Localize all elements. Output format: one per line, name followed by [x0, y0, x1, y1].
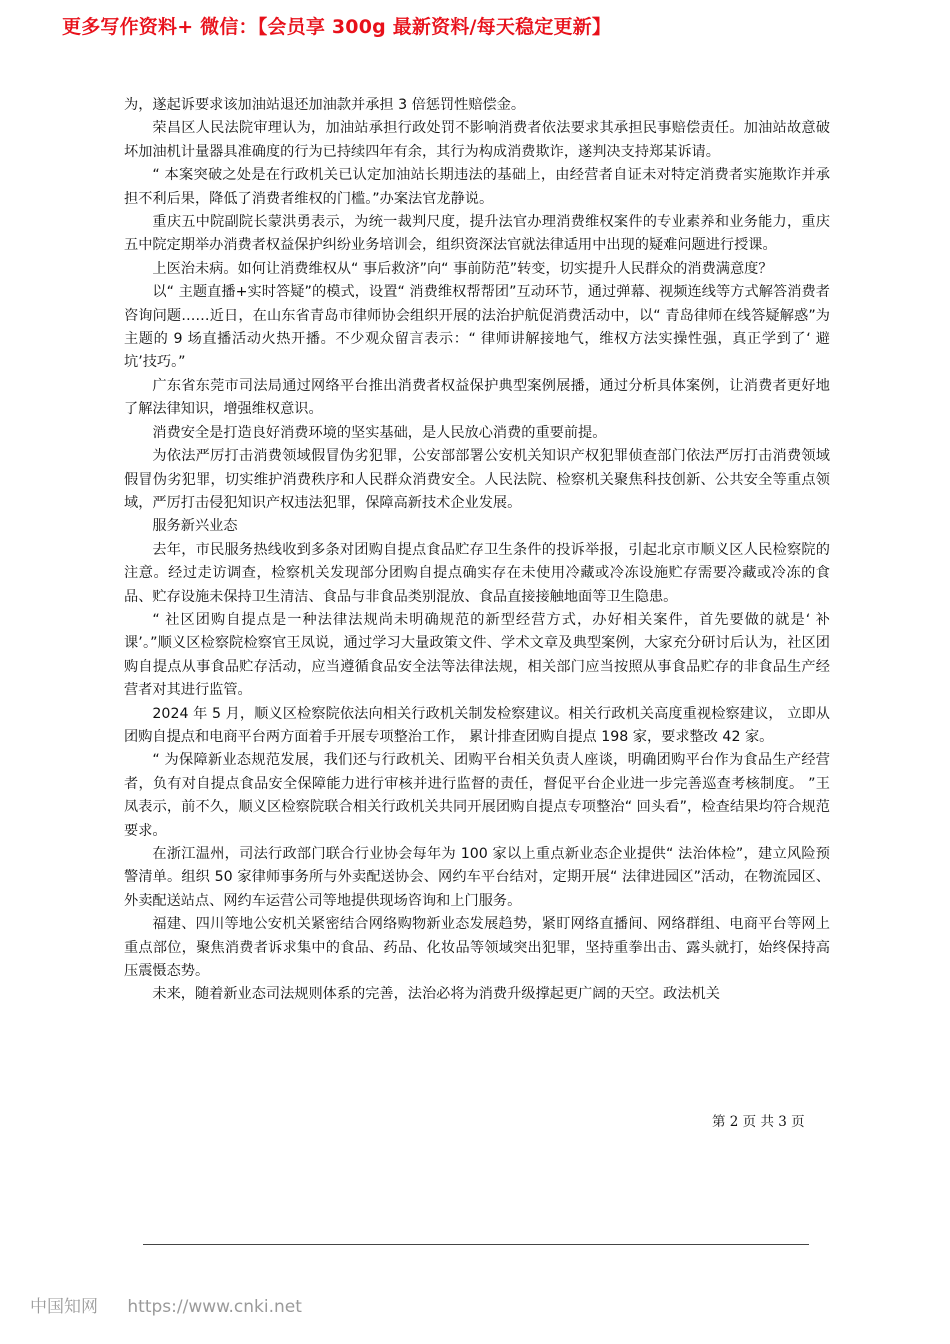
paragraph: “ 为保障新业态规范发展，我们还与行政机关、团购平台相关负责人座谈，明确团购平台作为食品生产经营者，负有对自提点食品安全保障能力进行审核并进行监督的责任，督促平台企业进一步完善巡查考核制度。 ”王凤表示，前不久，顺义区检察院联合相关行政机关共同开展团购自提点专项整治“ 回头看”，检查结果均符合规范要求。 [124, 752, 830, 839]
paragraph: 上医治未病。如何让消费维权从“ 事后救济”向“ 事前防范”转变，切实提升人民群众的消费满意度？ [152, 260, 773, 277]
paragraph: 福建、四川等地公安机关紧密结合网络购物新业态发展趋势，紧盯网络直播间、网络群组、电商平台等网上重点部位，聚焦消费者诉求集中的食品、药品、化妆品等领域突出犯罪，坚持重拳出击、露头就打，始终保持高压震慑态势。 [124, 916, 830, 980]
paragraph: 未来，随着新业态司法规则体系的完善，法治必将为消费升级撑起更广阔的天空。政法机关 [152, 986, 720, 1003]
promo-banner[interactable]: 更多写作资料+ 微信：【会员享 300g 最新资料/每天稳定更新】 [62, 16, 612, 38]
paragraph-continuation: 为，遂起诉要求该加油站退还加油款并承担 3 倍惩罚性赔偿金。 [124, 97, 526, 113]
paragraph: 2024 年 5 月，顺义区检察院依法向相关行政机关制发检察建议。相关行政机关高度重视检察建议， 立即从团购自提点和电商平台两方面着手开展专项整治工作， 累计排查团购自提点 198 家，要求整改 42 家。 [124, 705, 830, 745]
paragraph: 广东省东莞市司法局通过网络平台推出消费者权益保护典型案例展播，通过分析具体案例，让消费者更好地了解法律知识，增强维权意识。 [124, 377, 830, 418]
watermark-url: https://www.cnki.net [127, 1297, 302, 1317]
watermark-name: 中国知网 [30, 1297, 98, 1317]
article-body [124, 94, 830, 1007]
section-heading: 服务新兴业态 [152, 518, 238, 535]
paragraph: 去年，市民服务热线收到多条对团购自提点食品贮存卫生条件的投诉举报，引起北京市顺义区人民检察院的注意。经过走访调查，检察机关发现部分团购自提点确实存在未使用冷藏或冷冻设施贮存需要冷藏或冷冻的食品、贮存设施未保持卫生清洁、食品与非食品类别混放、食品直接接触地面等卫生隐患。 [124, 541, 830, 605]
paragraph: “ 社区团购自提点是一种法律法规尚未明确规范的新型经营方式，办好相关案件，首先要做的就是‘ 补课’。”顺义区检察院检察官王凤说，通过学习大量政策文件、学术文章及典型案例，大家充分研讨后认为，社区团购自提点从事食品贮存活动，应当遵循食品安全法等法律法规，相关部门应当按照从事食品贮存的非食品生产经营者对其进行监管。 [124, 611, 830, 699]
paragraph: 荣昌区人民法院审理认为，加油站承担行政处罚不影响消费者依法要求其承担民事赔偿责任。加油站故意破坏加油机计量器具准确度的行为已持续四年有余，其行为构成消费欺诈，遂判决支持郑某诉请。 [124, 120, 830, 160]
paragraph: 重庆五中院副院长蒙洪勇表示，为统一裁判尺度，提升法官办理消费维权案件的专业素养和业务能力，重庆五中院定期举办消费者权益保护纠纷业务培训会，组织资深法官就法律适用中出现的疑难问题进行授课。 [124, 214, 830, 254]
cnki-watermark [30, 1292, 302, 1317]
page-number: 第 2 页 共 3 页 [712, 1114, 805, 1130]
paragraph: “ 本案突破之处是在行政机关已认定加油站长期违法的基础上，由经营者自证未对特定消费者实施欺诈并承担不利后果，降低了消费者维权的门槛。”办案法官龙静说。 [124, 167, 830, 207]
paragraph: 为依法严厉打击消费领域假冒伪劣犯罪，公安部部署公安机关知识产权犯罪侦查部门依法严厉打击消费领域假冒伪劣犯罪，切实维护消费秩序和人民群众消费安全。人民法院、检察机关聚焦科技创新、公共安全等重点领域，严厉打击侵犯知识产权违法犯罪，保障高新技术企业发展。 [124, 448, 830, 511]
paragraph: 以“ 主题直播+实时答疑”的模式，设置“ 消费维权帮帮团”互动环节，通过弹幕、视频连线等方式解答消费者咨询问题……近日，在山东省青岛市律师协会组织开展的法治护航促消费活动中，以“ 青岛律师在线答疑解惑”为主题的 9 场直播活动火热开播。不少观众留言表示：“ 律师讲解接地气，维权方法实操性强，真正学到了‘ 避坑’技巧。” [124, 284, 830, 371]
footer-divider [143, 1244, 809, 1245]
paragraph: 在浙江温州，司法行政部门联合行业协会每年为 100 家以上重点新业态企业提供“ 法治体检”，建立风险预警清单。组织 50 家律师事务所与外卖配送协会、网约车平台结对，定期开展“ 法律进园区”活动，在物流园区、外卖配送站点、网约车运营公司等地提供现场咨询和上门服务。 [124, 846, 830, 909]
paragraph: 消费安全是打造良好消费环境的坚实基础，是人民放心消费的重要前提。 [152, 424, 607, 441]
